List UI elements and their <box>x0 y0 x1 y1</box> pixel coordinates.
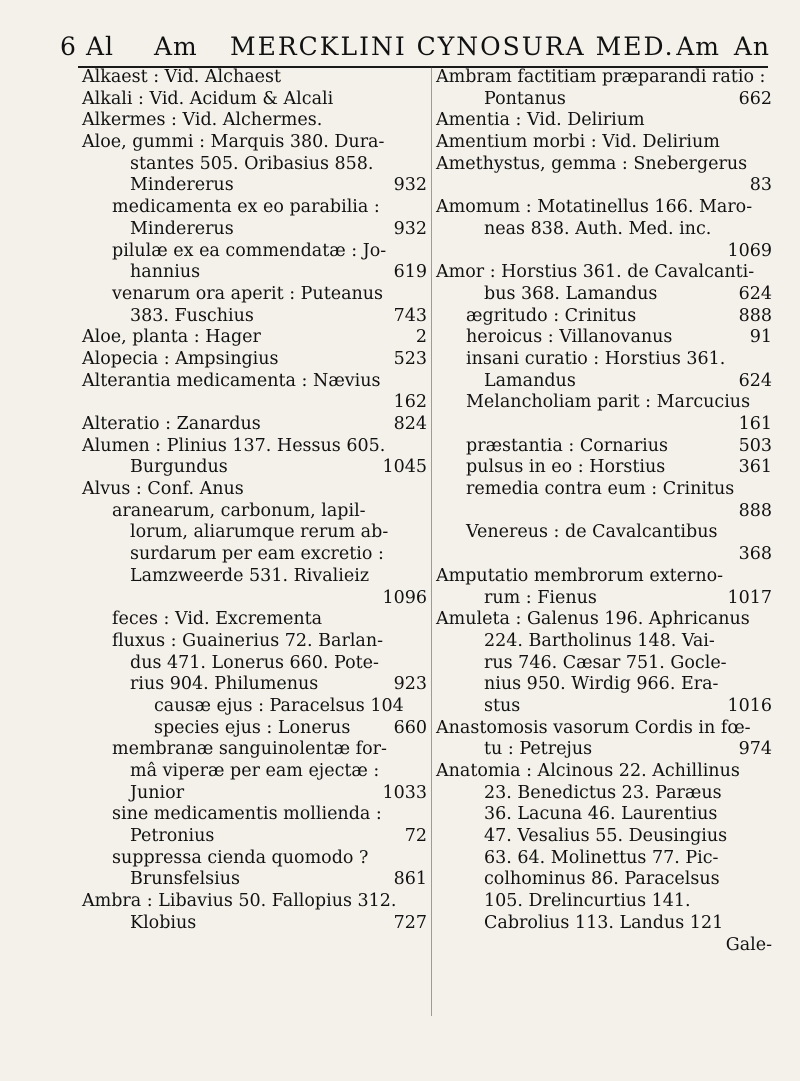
index-entry-line <box>82 588 427 610</box>
index-entry-line <box>436 609 776 631</box>
entry-text: Amomum : Motatinellus 166. Maro- <box>436 197 753 218</box>
running-header <box>60 30 770 64</box>
entry-text: Amethystus, gemma : Snebergerus <box>436 153 748 174</box>
entry-page-number: 624 <box>738 370 772 391</box>
index-entry-line <box>82 197 427 219</box>
entry-text: Ambram factitiam præparandi ratio : <box>436 67 766 87</box>
entry-text: causæ ejus : Paracelsus 104 <box>154 695 404 716</box>
entry-text: colhominus 86. Paracelsus <box>484 869 720 890</box>
index-entry-line <box>436 479 776 501</box>
entry-text: Mindererus <box>130 218 234 239</box>
entry-text: rus 746. Cæsar 751. Gocle- <box>484 652 727 673</box>
entry-text: Amuleta : Galenus 196. Aphricanus <box>436 609 750 630</box>
index-entry-line <box>436 739 776 761</box>
catchword: Gale- <box>725 934 772 955</box>
entry-text: Alkaest : Vid. Alchaest <box>82 67 282 87</box>
running-title: MERCKLINI CYNOSURA MED. <box>230 32 675 61</box>
left-column <box>82 67 427 935</box>
entry-text: Klobius <box>130 912 197 933</box>
index-entry-line <box>436 262 776 284</box>
entry-page-number: 1069 <box>727 240 772 261</box>
index-entry-line <box>436 110 776 132</box>
index-entry-line <box>82 349 427 371</box>
entry-text: Burgundus <box>130 457 228 478</box>
index-entry-line <box>436 219 776 241</box>
index-entry-line <box>82 674 427 696</box>
entry-text: 47. Vesalius 55. Deusingius <box>484 826 728 847</box>
entry-text: Alteratio : Zanardus <box>82 414 261 434</box>
entry-text: suppressa cienda quomodo ? <box>112 847 369 868</box>
entry-text: medicamenta ex eo parabilia : <box>112 197 380 218</box>
index-entry-line <box>82 631 427 653</box>
index-entry-line <box>436 804 776 826</box>
index-entry-line <box>436 544 776 566</box>
entry-text: pulsus in eo : Horstius <box>466 457 666 478</box>
entry-text: Alkermes : Vid. Alchermes. <box>82 110 323 131</box>
entry-text: Amor : Horstius 361. de Cavalcanti- <box>436 262 755 283</box>
entry-page-number: 1045 <box>382 457 427 478</box>
entry-text: heroicus : Villanovanus <box>466 327 673 348</box>
entry-text: Venereus : de Cavalcantibus <box>466 522 718 543</box>
index-entry-line <box>82 696 427 718</box>
index-entry-line <box>436 436 776 458</box>
entry-page-number: 503 <box>738 435 772 456</box>
entry-text: aranearum, carbonum, lapil- <box>112 500 366 521</box>
index-entry-line <box>82 154 427 176</box>
entry-text: Ambra : Libavius 50. Fallopius 312. <box>82 891 397 912</box>
entry-text: 63. 64. Molinettus 77. Pic- <box>484 847 719 868</box>
entry-text: Lamandus <box>484 370 576 391</box>
entry-page-number: 1096 <box>382 587 427 608</box>
index-entry-line <box>82 566 427 588</box>
index-entry-line <box>436 414 776 436</box>
entry-text: venarum ora aperit : Puteanus <box>112 283 384 304</box>
index-entry-line <box>82 522 427 544</box>
entry-text: rius 904. Philumenus <box>130 674 319 695</box>
entry-text: species ejus : Lonerus <box>154 717 351 738</box>
index-entry-line <box>436 371 776 393</box>
entry-text: Alopecia : Ampsingius <box>82 348 279 369</box>
entry-text: fluxus : Guainerius 72. Barlan- <box>112 630 384 651</box>
index-entry-line <box>436 241 776 263</box>
entry-text: stantes 505. Oribasius 858. <box>130 153 374 174</box>
entry-text: 224. Bartholinus 148. Vai- <box>484 630 715 651</box>
entry-text: Alkali : Vid. Acidum & Alcali <box>82 88 334 109</box>
index-entry-line <box>82 306 427 328</box>
left-guide-word: Al <box>86 32 115 61</box>
index-entry-line <box>436 891 776 913</box>
entry-text: 383. Fuschius <box>130 305 254 326</box>
index-entry-line <box>436 457 776 479</box>
entry-text: pilulæ ex ea commendatæ : Jo- <box>112 240 387 261</box>
index-entry-line <box>82 739 427 761</box>
entry-page-number: 624 <box>738 283 772 304</box>
index-entry-line <box>436 761 776 783</box>
index-entry-line <box>82 501 427 523</box>
index-entry-line <box>82 89 427 111</box>
entry-text: Amputatio membrorum externo- <box>436 565 724 586</box>
index-entry-line <box>436 826 776 848</box>
index-entry-line <box>436 284 776 306</box>
entry-text: 36. Lacuna 46. Laurentius <box>484 804 718 825</box>
index-entry-line <box>436 588 776 610</box>
right-guide-word-2: An <box>733 32 770 61</box>
entry-page-number: 974 <box>738 739 772 760</box>
index-entry-line <box>436 392 776 414</box>
entry-text: nius 950. Wirdig 966. Era- <box>484 674 719 695</box>
index-entry-line <box>82 241 427 263</box>
index-entry-line <box>82 653 427 675</box>
entry-text: Cabrolius 113. Landus 121 <box>484 912 724 933</box>
entry-page-number: 932 <box>393 175 427 196</box>
entry-text: sine medicamentis mollienda : <box>112 804 382 825</box>
entry-page-number: 2 <box>415 327 427 348</box>
index-entry-line <box>436 197 776 219</box>
entry-page-number: 361 <box>738 457 772 478</box>
entry-text: Aloe, planta : Hager <box>82 327 261 348</box>
index-entry-line <box>82 783 427 805</box>
entry-text: ægritudo : Crinitus <box>466 305 637 326</box>
index-entry-line <box>436 653 776 675</box>
index-entry-line <box>82 891 427 913</box>
entry-text: Amentium morbi : Vid. Delirium <box>436 132 720 153</box>
index-entry-line <box>82 284 427 306</box>
entry-page-number: 662 <box>738 88 772 109</box>
entry-text: remedia contra eum : Crinitus <box>466 479 735 500</box>
index-entry-line <box>436 501 776 523</box>
entry-text: Alterantia medicamenta : Nævius <box>82 370 381 391</box>
entry-text: Junior <box>130 782 185 803</box>
entry-page-number: 888 <box>738 305 772 326</box>
page-number: 6 <box>60 32 77 61</box>
index-entry-line <box>436 674 776 696</box>
entry-text: hannius <box>130 262 201 283</box>
entry-text: Mindererus <box>130 175 234 196</box>
entry-page-number: 727 <box>393 912 427 933</box>
index-entry-line <box>436 349 776 371</box>
entry-page-number: 83 <box>749 175 772 196</box>
entry-page-number: 72 <box>404 826 427 847</box>
index-entry-line <box>82 132 427 154</box>
entry-text: lorum, aliarumque rerum ab- <box>130 522 389 543</box>
entry-text: præstantia : Cornarius <box>466 435 669 456</box>
index-entry-line <box>436 154 776 176</box>
entry-page-number: 1017 <box>727 587 772 608</box>
entry-page-number: 619 <box>393 262 427 283</box>
entry-page-number: 368 <box>738 544 772 565</box>
index-entry-line <box>82 761 427 783</box>
entry-text: Melancholiam parit : Marcucius <box>466 392 751 413</box>
index-entry-line <box>82 804 427 826</box>
index-entry-line <box>436 89 776 111</box>
entry-page-number: 91 <box>749 327 772 348</box>
column-divider <box>431 66 432 1016</box>
entry-text: bus 368. Lamandus <box>484 283 658 304</box>
index-entry-line <box>436 869 776 891</box>
index-entry-line <box>436 783 776 805</box>
entry-page-number: 932 <box>393 218 427 239</box>
index-entry-line <box>82 262 427 284</box>
index-entry-line <box>82 544 427 566</box>
index-entry-line <box>82 609 427 631</box>
entry-page-number: 523 <box>393 348 427 369</box>
entry-page-number: 923 <box>393 674 427 695</box>
entry-text: feces : Vid. Excrementa <box>112 609 323 630</box>
entry-page-number: 743 <box>393 305 427 326</box>
index-entry-line <box>82 436 427 458</box>
index-entry-line <box>436 913 776 935</box>
entry-text: mâ viperæ per eam ejectæ : <box>130 761 380 781</box>
index-entry-line <box>436 848 776 870</box>
entry-page-number: 861 <box>393 869 427 890</box>
index-entry-line <box>82 67 427 89</box>
left-guide-word-2: Am <box>154 32 198 61</box>
index-entry-line <box>436 175 776 197</box>
entry-text: stus <box>484 695 521 716</box>
entry-text: Pontanus <box>484 88 566 109</box>
entry-text: rum : Fienus <box>484 587 597 608</box>
index-entry-line <box>436 306 776 328</box>
entry-text: 105. Drelincurtius 141. <box>484 891 691 912</box>
entry-text: Brunsfelsius <box>130 869 241 890</box>
index-entry-line <box>82 479 427 501</box>
index-entry-line <box>436 566 776 588</box>
index-entry-line <box>82 219 427 241</box>
index-entry-line <box>436 522 776 544</box>
entry-page-number: 1016 <box>727 695 772 716</box>
index-entry-line <box>82 175 427 197</box>
index-entry-line <box>82 826 427 848</box>
entry-text: Amentia : Vid. Delirium <box>436 110 645 131</box>
entry-text: dus 471. Lonerus 660. Pote- <box>130 652 379 673</box>
index-entry-line <box>436 631 776 653</box>
entry-text: tu : Petrejus <box>484 739 593 760</box>
index-entry-line <box>82 414 427 436</box>
entry-text: 23. Benedictus 23. Paræus <box>484 782 722 803</box>
right-guide-word: Am <box>676 32 720 61</box>
entry-text: Aloe, gummi : Marquis 380. Dura- <box>82 132 385 153</box>
entry-text: insani curatio : Horstius 361. <box>466 348 726 369</box>
entry-text: neas 838. Auth. Med. inc. <box>484 218 712 239</box>
index-entry-line <box>82 718 427 740</box>
entry-page-number: 162 <box>393 392 427 413</box>
entry-text: Alvus : Conf. Anus <box>82 479 244 500</box>
index-entry-line <box>436 327 776 349</box>
entry-text: Anatomia : Alcinous 22. Achillinus <box>436 761 740 781</box>
index-entry-line <box>82 457 427 479</box>
entry-page-number: 888 <box>738 500 772 521</box>
entry-text: Anastomosis vasorum Cordis in fœ- <box>436 717 751 738</box>
entry-text: Petronius <box>130 826 215 847</box>
index-entry-line <box>82 371 427 393</box>
entry-text: membranæ sanguinolentæ for- <box>112 739 387 760</box>
index-entry-line <box>82 913 427 935</box>
index-entry-line <box>436 67 776 89</box>
index-entry-line <box>436 718 776 740</box>
entry-text: Lamzweerde 531. Rivalieiz <box>130 565 370 586</box>
index-entry-line <box>436 132 776 154</box>
index-entry-line <box>82 392 427 414</box>
entry-page-number: 1033 <box>382 782 427 803</box>
index-entry-line <box>436 696 776 718</box>
right-column <box>436 67 776 956</box>
entry-page-number: 824 <box>393 414 427 434</box>
index-entry-line <box>82 327 427 349</box>
index-entry-line <box>82 869 427 891</box>
index-entry-line <box>82 110 427 132</box>
index-entry-line <box>82 848 427 870</box>
entry-text: surdarum per eam excretio : <box>130 544 384 565</box>
entry-text: Alumen : Plinius 137. Hessus 605. <box>82 435 386 456</box>
entry-page-number: 660 <box>393 717 427 738</box>
entry-page-number: 161 <box>738 414 772 434</box>
